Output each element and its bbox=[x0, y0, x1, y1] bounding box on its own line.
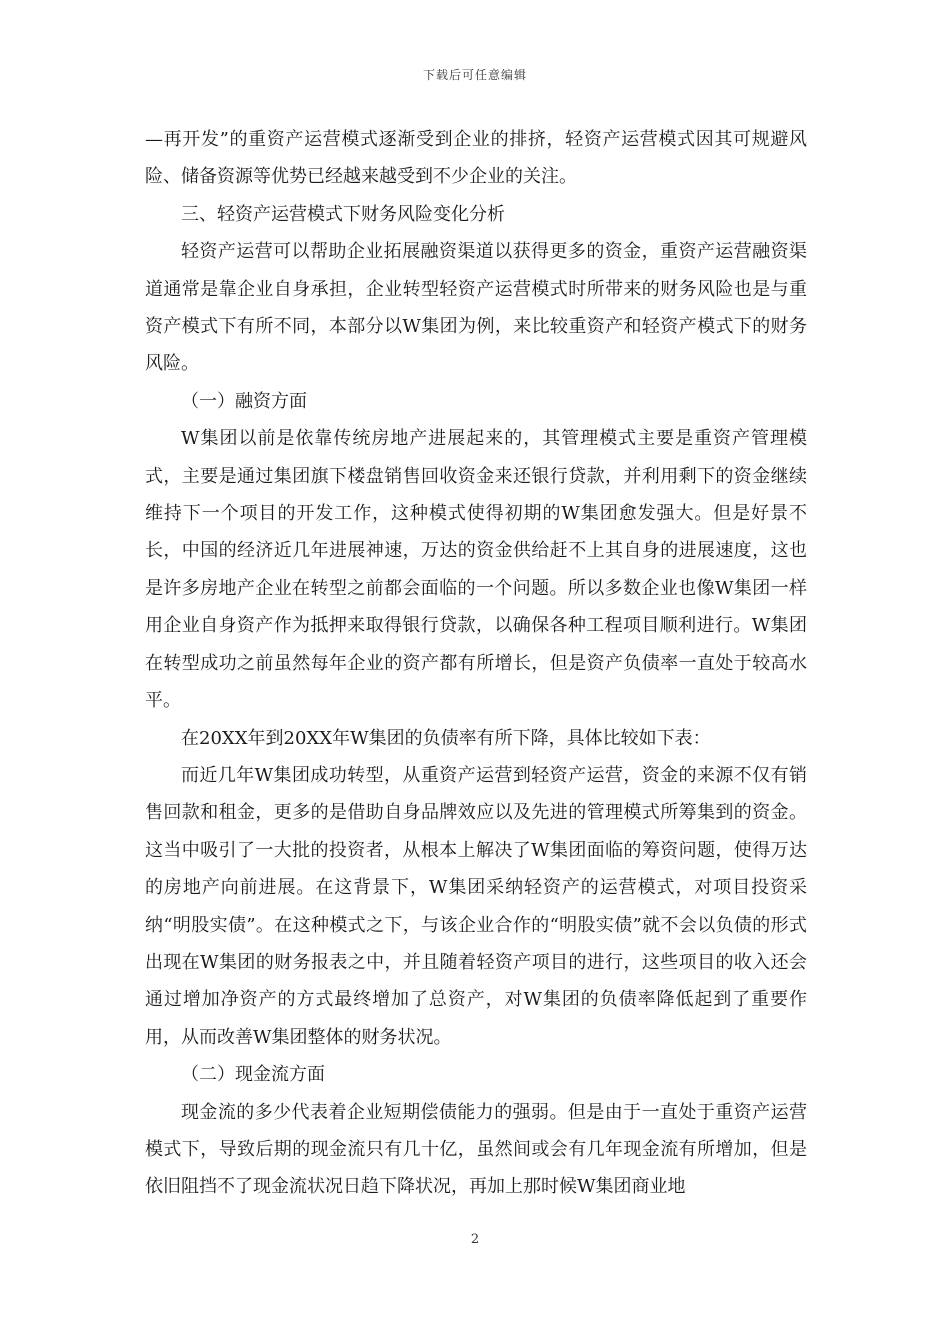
subsection-heading-cashflow: （二）现金流方面 bbox=[181, 1064, 325, 1086]
paragraph: 在20XX年到20XX年W集团的负债率有所下降，具体比较如下表： bbox=[181, 727, 711, 749]
section-heading: 三、轻资产运营模式下财务风险变化分析 bbox=[181, 203, 505, 225]
paragraph: 轻资产运营可以帮助企业拓展融资渠道以获得更多的资金，重资产运营融资渠道通常是靠企业自身承担，企业转型轻资产运营模式时所带来的财务风险也是与重资产模式下有所不同，本部分以W集团为例，来比较重资产和轻资产模式下的财务风险。 bbox=[145, 241, 807, 375]
page-number: 2 bbox=[470, 1232, 480, 1247]
subsection-heading-financing: （一）融资方面 bbox=[181, 390, 307, 412]
paragraph: 而近几年W集团成功转型，从重资产运营到轻资产运营，资金的来源不仅有销售回款和租金，更多的是借助自身品牌效应以及先进的管理模式所筹集到的资金。这当中吸引了一大批的投资者，从根本上解决了W集团面临的筹资问题，使得万达的房地产向前进展。在这背景下，W集团采纳轻资产的运营模式，对项目投资采纳“明股实债”。在这种模式之下，与该企业合作的“明股实债”就不会以负债的形式出现在W集团的财务报表之中，并且随着轻资产项目的进行，这些项目的收入还会通过增加净资产的方式最终增加了总资产，对W集团的负债率降低起到了重要作用，从而改善W集团整体的财务状况。 bbox=[145, 764, 807, 1048]
document-body bbox=[145, 121, 807, 1206]
paragraph-continuation: —再开发”的重资产运营模式逐渐受到企业的排挤，轻资产运营模式因其可规避风险、储备资源等优势已经越来越受到不少企业的关注。 bbox=[145, 129, 807, 188]
page-header: 下载后可任意编辑 bbox=[422, 68, 527, 82]
paragraph: W集团以前是依靠传统房地产进展起来的，其管理模式主要是重资产管理模式，主要是通过集团旗下楼盘销售回收资金来还银行贷款，并利用剩下的资金继续维持下一个项目的开发工作，这种模式使得初期的W集团愈发强大。但是好景不长，中国的经济近几年进展神速，万达的资金供给赶不上其自身的进展速度，这也是许多房地产企业在转型之前都会面临的一个问题。所以多数企业也像W集团一样用企业自身资产作为抵押来取得银行贷款，以确保各种工程项目顺利进行。W集团在转型成功之前虽然每年企业的资产都有所增长，但是资产负债率一直处于较高水平。 bbox=[145, 428, 807, 712]
paragraph: 现金流的多少代表着企业短期偿债能力的强弱。但是由于一直处于重资产运营模式下，导致后期的现金流只有几十亿，虽然间或会有几年现金流有所增加，但是依旧阻挡不了现金流状况日趋下降状况，再加上那时候W集团商业地 bbox=[145, 1101, 807, 1198]
